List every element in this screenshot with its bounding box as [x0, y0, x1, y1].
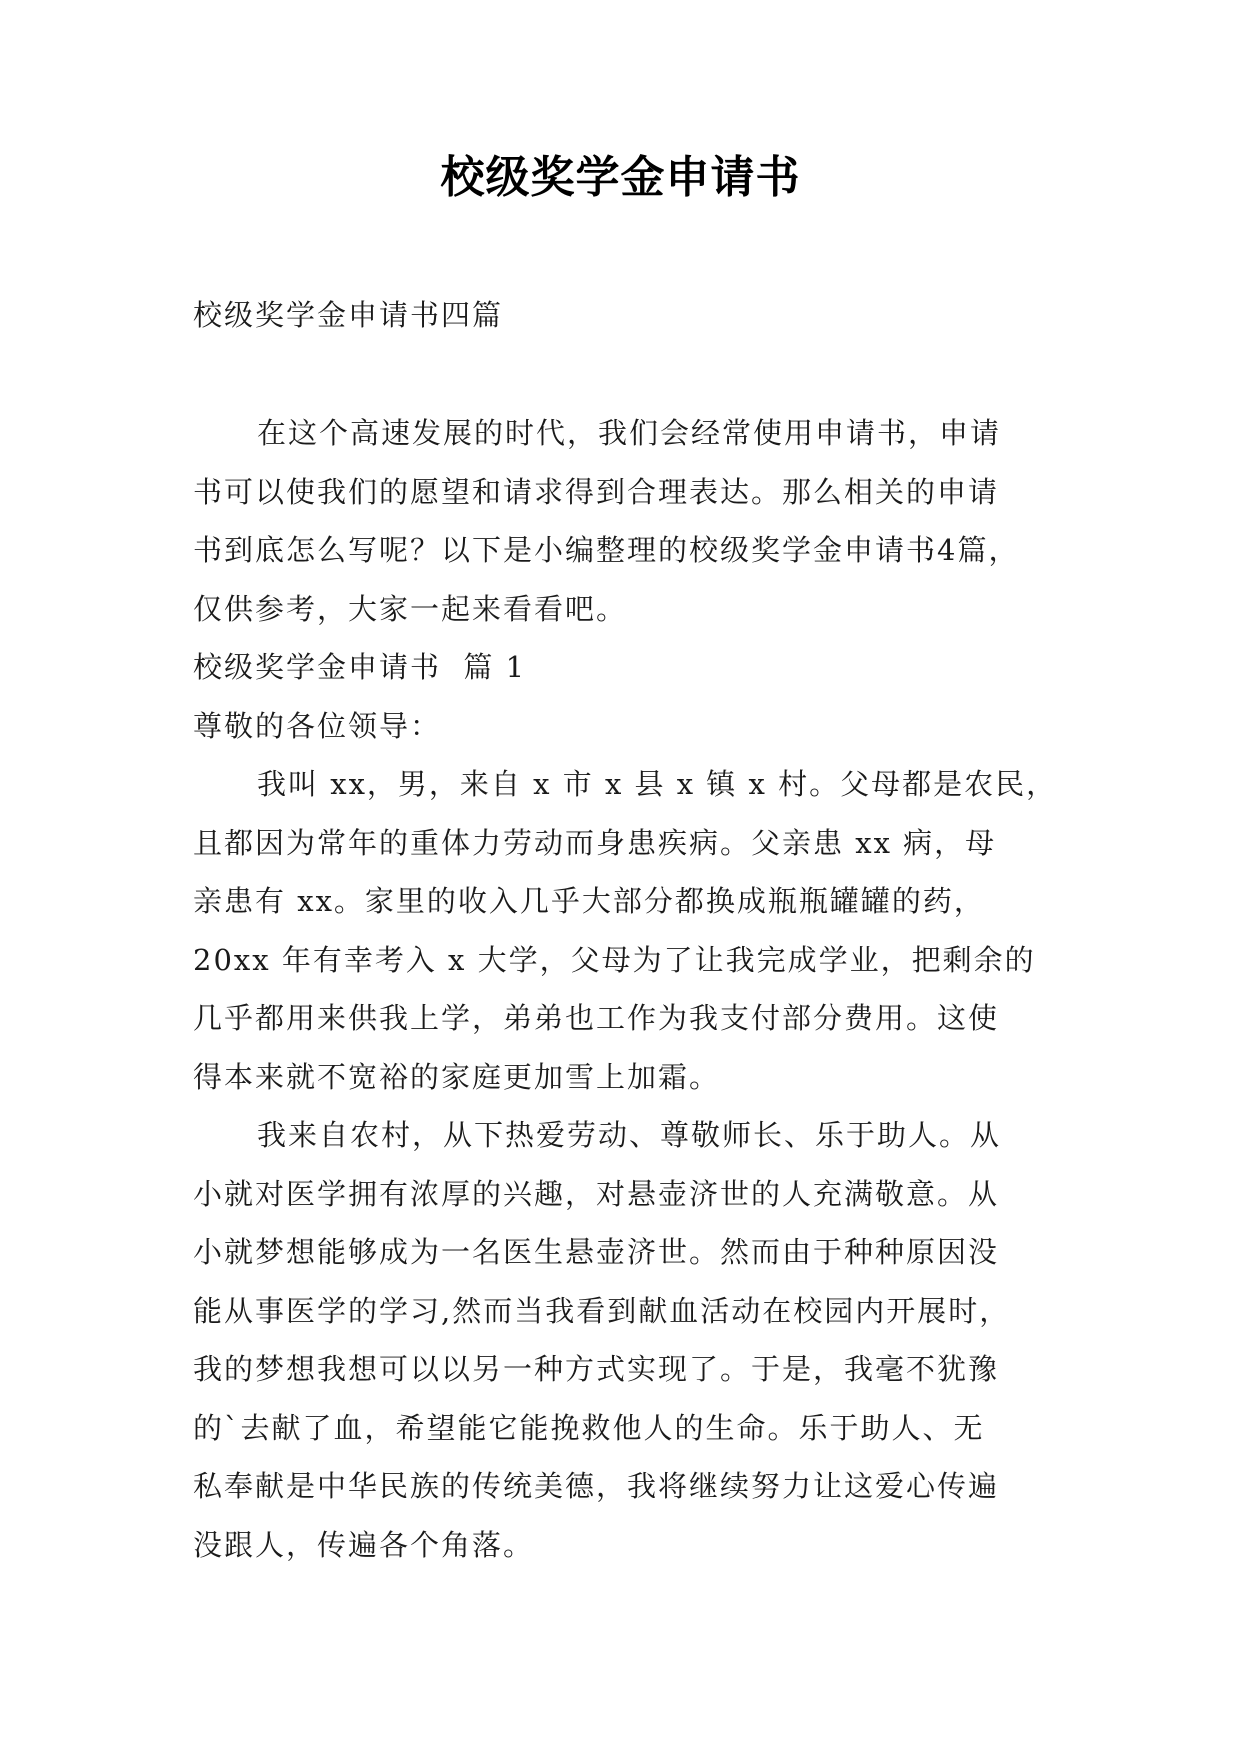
- text-line: 仅供参考，大家一起来看看吧。: [193, 591, 628, 626]
- text-line: 且都因为常年的重体力劳动而身患疾病。父亲患 xx 病，母: [193, 825, 997, 860]
- text-line: 的`去献了血，希望能它能挽救他人的生命。乐于助人、无: [193, 1410, 985, 1445]
- body-paragraph-2: [193, 1106, 1061, 1574]
- text-line: 书到底怎么写呢？以下是小编整理的校级奖学金申请书4篇，: [193, 533, 1020, 567]
- text-line: 20xx 年有幸考入 x 大学，父母为了让我完成学业，把剩余的: [193, 942, 1036, 977]
- document-title: 校级奖学金申请书: [440, 152, 801, 203]
- text-line: 我叫 xx，男，来自 x 市 x 县 x 镇 x 村。父母都是农民，: [257, 767, 1058, 801]
- document-body: [193, 404, 1061, 1574]
- text-line: 没跟人，传遍各个角落。: [193, 1527, 535, 1562]
- text-line: 书可以使我们的愿望和请求得到合理表达。那么相关的申请: [193, 474, 1000, 509]
- text-line: 得本来就不宽裕的家庭更加雪上加霜。: [193, 1059, 721, 1094]
- salutation: [193, 697, 1061, 756]
- text-line: 亲患有 xx。家里的收入几乎大部分都换成瓶瓶罐罐的药，: [193, 884, 985, 918]
- intro-paragraph: [193, 404, 1061, 638]
- text-line: 我的梦想我想可以以另一种方式实现了。于是，我毫不犹豫: [193, 1352, 1000, 1386]
- text-line: 校级奖学金申请书 篇 1: [193, 650, 527, 684]
- text-line: 我来自农村，从下热爱劳动、尊敬师长、乐于助人。从: [257, 1118, 1002, 1152]
- text-line: 小就梦想能够成为一名医生悬壶济世。然而由于种种原因没: [193, 1235, 1000, 1269]
- text-line: 私奉献是中华民族的传统美德，我将继续努力让这爱心传遍: [193, 1469, 1000, 1503]
- document-subtitle: 校级奖学金申请书四篇: [193, 298, 504, 332]
- text-line: 几乎都用来供我上学，弟弟也工作为我支付部分费用。这使: [193, 1001, 1000, 1035]
- body-paragraph-1: [193, 755, 1061, 1106]
- section-heading: [193, 638, 1061, 697]
- text-line: 尊敬的各位领导：: [193, 708, 442, 743]
- text-line: 在这个高速发展的时代，我们会经常使用申请书，申请: [257, 416, 1002, 450]
- text-line: 小就对医学拥有浓厚的兴趣，对悬壶济世的人充满敬意。从: [193, 1176, 1000, 1211]
- text-line: 能从事医学的学习,然而当我看到献血活动在校园内开展时，: [193, 1293, 1011, 1328]
